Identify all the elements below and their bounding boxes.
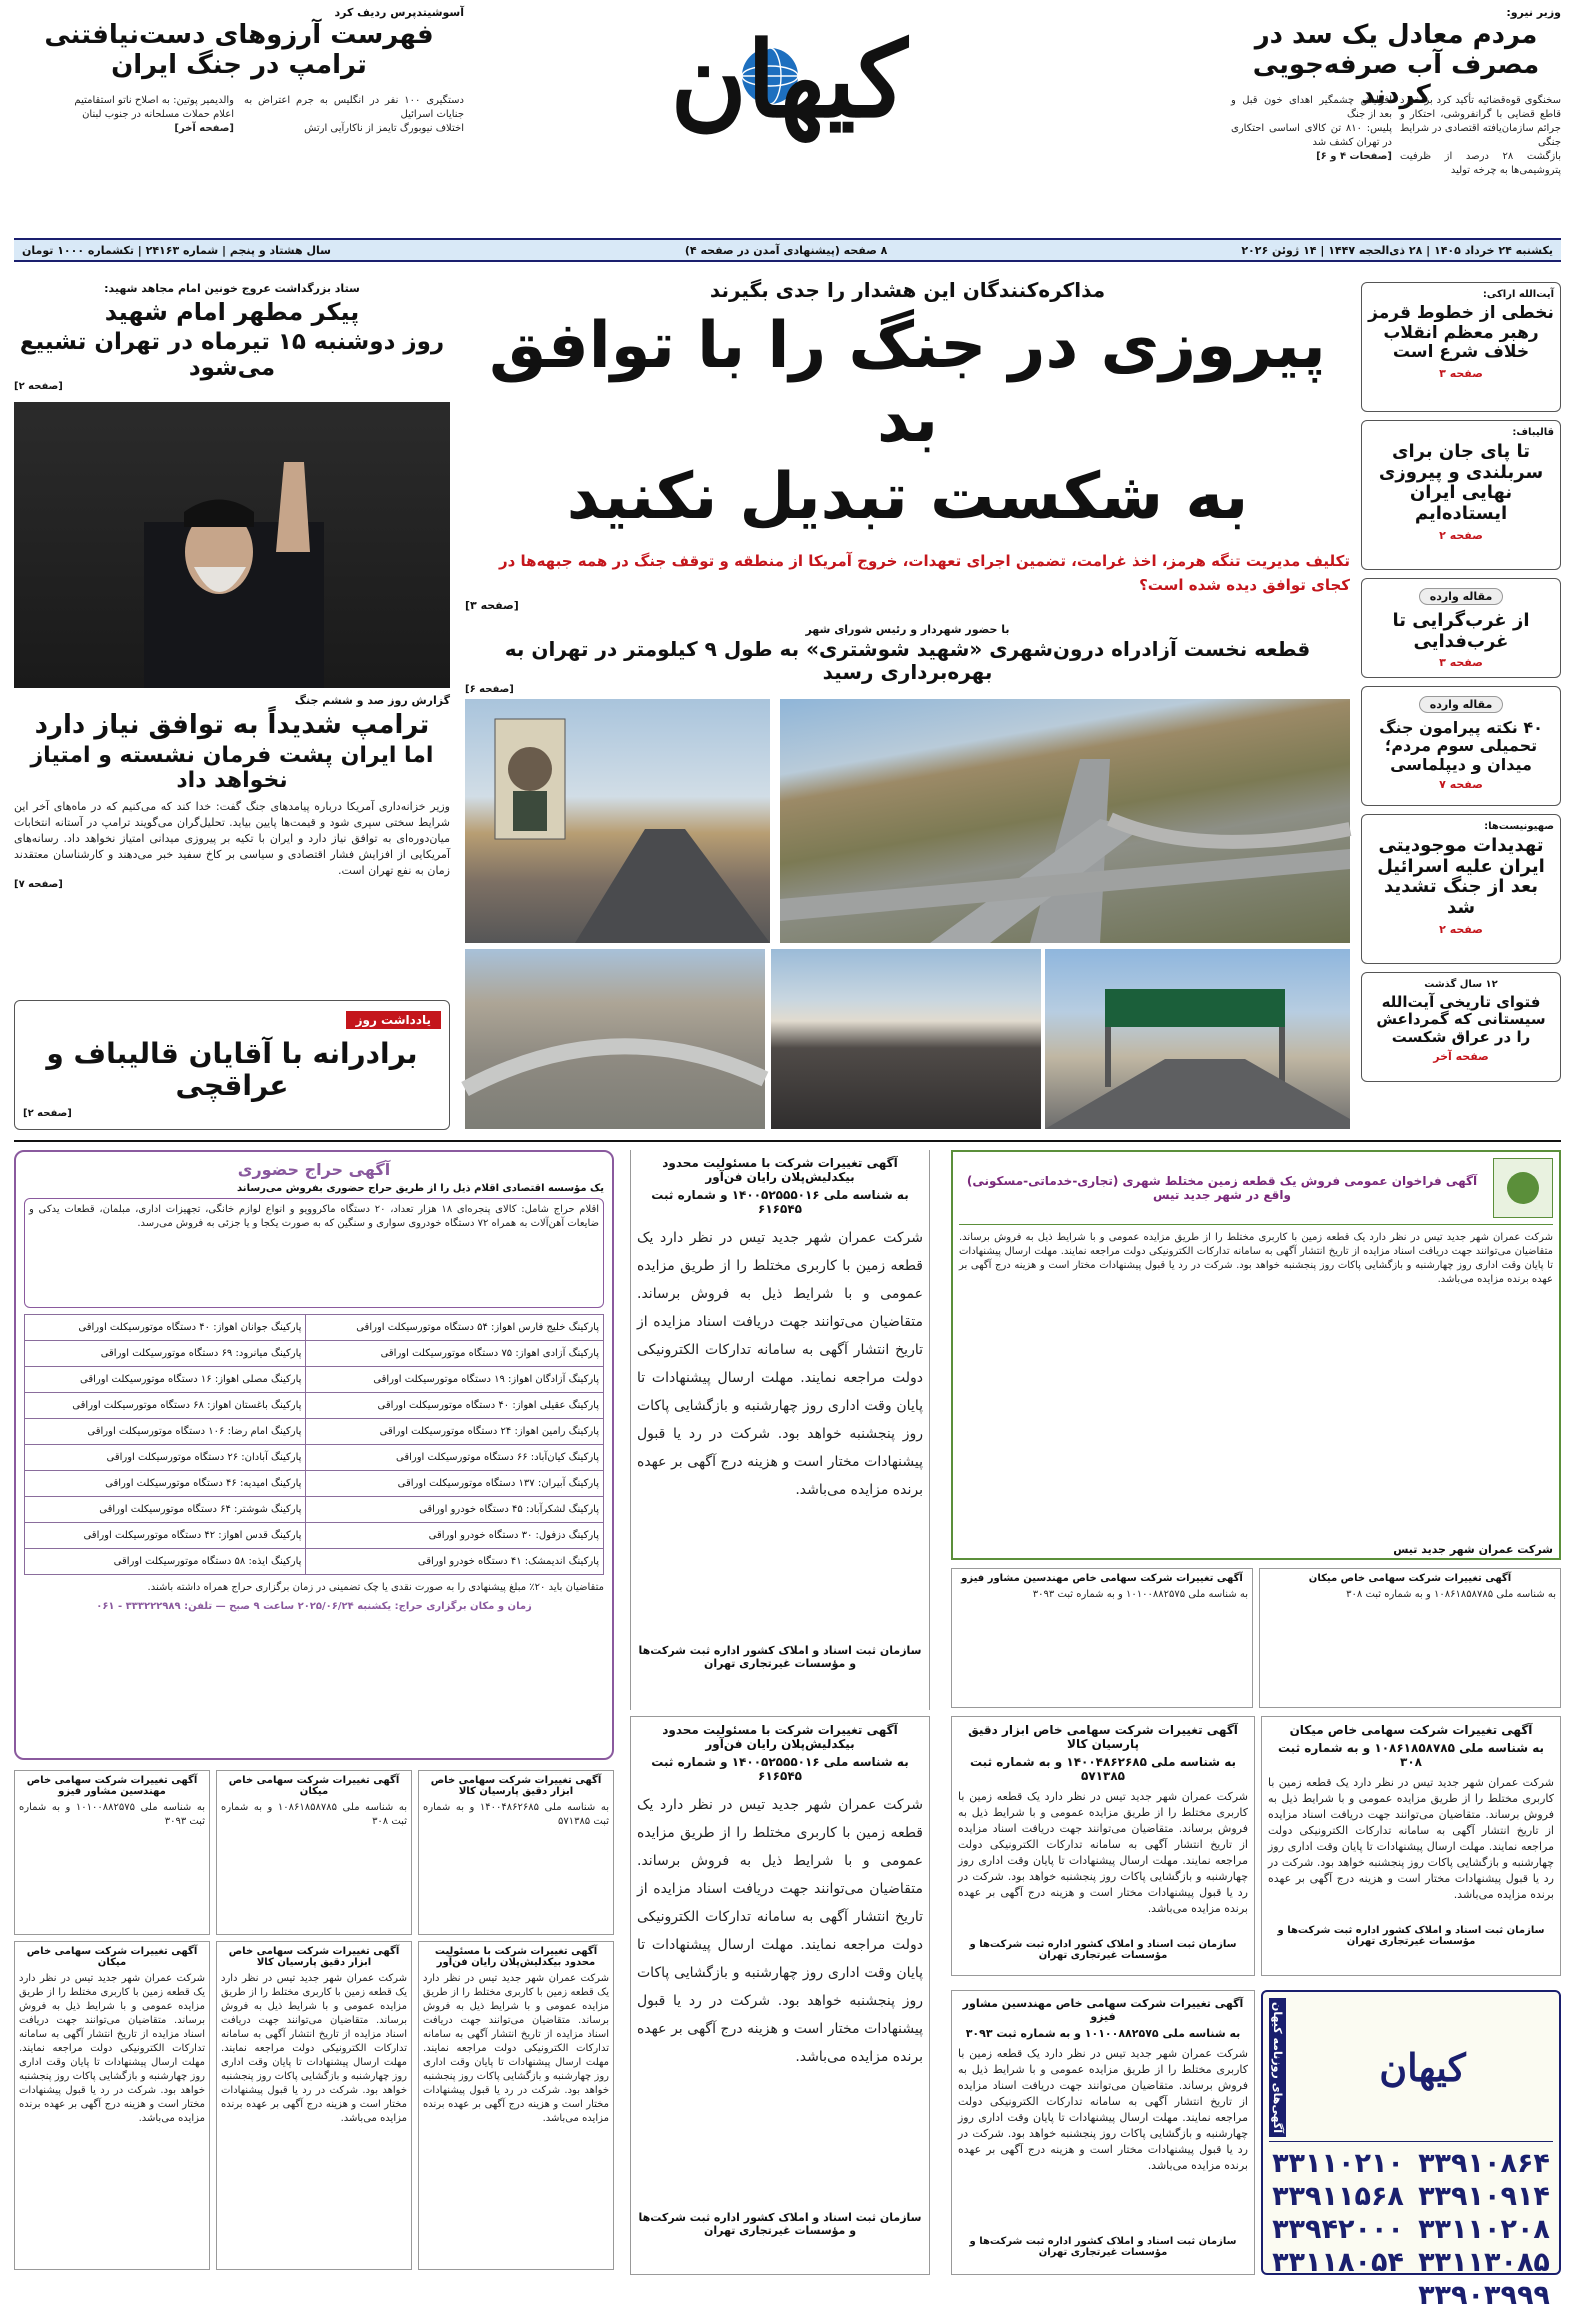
bullet: سخنگوی قوه‌قضائیه تأکید کرد بر خورد قاطع قضایی با گرانفروشی، احتکار و جرائم سازمان‌یافته اقتصادی در شرایط جنگی bbox=[1400, 95, 1561, 148]
column-box[interactable] bbox=[14, 1000, 450, 1130]
notice-ad[interactable] bbox=[418, 1941, 614, 2270]
sidebar-item[interactable] bbox=[1361, 420, 1561, 570]
notice-agency: سازمان ثبت اسناد و املاک کشور اداره ثبت شرکت‌ها و مؤسسات غیرتجاری تهران bbox=[638, 1644, 922, 1670]
sidebar-page: صفحه ۲ bbox=[1439, 922, 1483, 936]
portrait-graphic bbox=[14, 402, 450, 688]
issue: سال هشتاد و پنجم | شماره ۲۴۱۶۳ | تکشماره ۱۰۰۰ تومان bbox=[22, 243, 331, 257]
notice-title: آگهی تغییرات شرکت سهامی خاص ابزار دقیق پارسیان کالا bbox=[430, 1775, 602, 1797]
phone-number: ۳۳۱۱۰۲۱۰ bbox=[1272, 2147, 1404, 2179]
dateline bbox=[14, 238, 1561, 262]
table-row bbox=[25, 1315, 604, 1341]
auction-body: اقلام حراج شامل: کالای پنجره‌ای ۱۸ هزار تعداد، ۲۰ دستگاه ماکروویو و انواع لوازم خانگی، تجهیزات اداری، مبلمان، قطعات یدکی و ضایعات آهن‌آلات به همراه ۷۲ دستگاه خودروی سواری و سنگین که به صورت یکجا و یا جزئی به فروش می‌رسد. bbox=[24, 1198, 604, 1308]
leader-photo bbox=[14, 402, 450, 688]
sidebar-kicker: قالیباف: bbox=[1512, 427, 1554, 438]
notice-reg: به شناسه ملی ۱۰۱۰۰۸۸۲۵۷۵ و به شماره ثبت ۳۰۹۳ bbox=[1032, 1589, 1248, 1600]
bullet: والدیمیر پوتین: به اصلاح ناتو استقامتیم bbox=[74, 95, 234, 106]
notice-body: شرکت عمران شهر جدید تیس در نظر دارد یک قطعه زمین با کاربری مختلط را از طریق مزایده عمومی و با شرایط ذیل به فروش برساند. متقاضیان می‌توانند جهت دریافت اسناد مزایده از تاریخ انتشار آگهی به سامانه تدارکات الکترونیکی دولت مراجعه نمایند. مهلت ارسال پیشنهادات تا پایان وقت اداری روز چهارشنبه و بازگشایی پاکات روز پنجشنبه خواهد بود. شرکت در رد یا قبول پیشنهادات مختار است و هزینه درج آگهی بر عهده برنده مزایده می‌باشد. bbox=[958, 1790, 1248, 1915]
column-title: برادرانه با آقایان قالیباف و عراقچی bbox=[46, 1037, 418, 1103]
page-ref: [صفحه ۲] bbox=[23, 1108, 72, 1120]
sidebar-page: صفحه ۳ bbox=[1439, 366, 1483, 380]
notice-agency: سازمان ثبت اسناد و املاک کشور اداره ثبت شرکت‌ها و مؤسسات غیرتجاری تهران bbox=[1277, 1925, 1545, 1947]
auction-footer: متقاضیان باید ۲۰٪ مبلغ پیشنهادی را به صورت نقدی یا چک تضمینی در زمان برگزاری حراج همراه داشته باشند. bbox=[147, 1582, 604, 1593]
highway-signs-photo bbox=[1045, 949, 1350, 1129]
sidebar-kicker: مقاله وارده bbox=[1419, 588, 1504, 605]
notice-reg: به شناسه ملی ۱۴۰۰۴۸۶۲۶۸۵ و به شماره ثبت ۵۷۱۳۸۵ bbox=[969, 1755, 1237, 1783]
table-cell: پارکینگ باغستان اهواز: ۶۸ دستگاه موتورسیکلت اوراقی bbox=[25, 1393, 306, 1419]
notice-ad[interactable] bbox=[1261, 1716, 1561, 1976]
table-cell: پارکینگ میانرود: ۶۹ دستگاه موتورسیکلت اوراقی bbox=[25, 1341, 306, 1367]
sidebar-item[interactable] bbox=[1361, 972, 1561, 1082]
bullet: اختلاف نیوبورگ تایمز از ناکارآیی ارتش bbox=[304, 123, 464, 134]
tender-body: شرکت عمران شهر جدید تیس در نظر دارد یک قطعه زمین با کاربری مختلط را از طریق مزایده عمومی و با شرایط ذیل به فروش برساند. متقاضیان می‌توانند جهت دریافت اسناد مزایده از تاریخ انتشار آگهی به سامانه تدارکات الکترونیکی دولت مراجعه نمایند. مهلت ارسال پیشنهادات تا پایان وقت اداری روز چهارشنبه و بازگشایی پاکات روز پنجشنبه خواهد بود. شرکت در رد یا قبول پیشنهادات مختار است و هزینه درج آگهی بر عهده برنده مزایده می‌باشد. bbox=[959, 1232, 1553, 1285]
table-cell: پارکینگ قدس اهواز: ۴۲ دستگاه موتورسیکلت اوراقی bbox=[25, 1523, 306, 1549]
bullet: پلیس: ۸۱۰ تن کالای اساسی احتکاری در تهران کشف شد bbox=[1231, 123, 1392, 148]
table-row bbox=[25, 1341, 604, 1367]
table-row bbox=[25, 1471, 604, 1497]
notice-row bbox=[951, 1568, 1561, 1708]
table-cell: پارکینگ شوشتر: ۶۴ دستگاه موتورسیکلت اوراقی bbox=[25, 1497, 306, 1523]
city-aerial-photo bbox=[465, 949, 765, 1129]
notice-ad[interactable] bbox=[951, 1716, 1255, 1976]
officials-photo bbox=[771, 949, 1041, 1129]
table-cell: پارکینگ آزادگان اهواز: ۱۹ دستگاه موتورسیکلت اوراقی bbox=[306, 1367, 604, 1393]
notice-grid bbox=[14, 1770, 614, 2270]
right-bullets bbox=[1231, 94, 1561, 178]
funeral-kicker: ستاد بزرگداشت عروج خونین امام مجاهد شهید: bbox=[104, 282, 360, 295]
sidebar-title: ۴۰ نکته پیرامون جنگ تحمیلی سوم مردم؛ میدان و دیپلماسی bbox=[1379, 718, 1543, 774]
sidebar-item[interactable] bbox=[1361, 578, 1561, 678]
tender-ad[interactable] bbox=[951, 1150, 1561, 1560]
notice-body: شرکت عمران شهر جدید تیس در نظر دارد یک قطعه زمین با کاربری مختلط را از طریق مزایده عمومی و با شرایط ذیل به فروش برساند. متقاضیان می‌توانند جهت دریافت اسناد مزایده از تاریخ انتشار آگهی به سامانه تدارکات الکترونیکی دولت مراجعه نمایند. مهلت ارسال پیشنهادات تا پایان وقت اداری روز چهارشنبه و بازگشایی پاکات روز پنجشنبه خواهد بود. شرکت در رد یا قبول پیشنهادات مختار است و هزینه درج آگهی بر عهده برنده مزایده می‌باشد. bbox=[958, 2047, 1248, 2172]
funeral-story[interactable] bbox=[14, 282, 450, 688]
table-row bbox=[25, 1445, 604, 1471]
notice-body: شرکت عمران شهر جدید تیس در نظر دارد یک قطعه زمین با کاربری مختلط را از طریق مزایده عمومی و با شرایط ذیل به فروش برساند. متقاضیان می‌توانند جهت دریافت اسناد مزایده از تاریخ انتشار آگهی به سامانه تدارکات الکترونیکی دولت مراجعه نمایند. مهلت ارسال پیشنهادات تا پایان وقت اداری روز چهارشنبه و بازگشایی پاکات روز پنجشنبه خواهد بود. شرکت در رد یا قبول پیشنهادات مختار است و هزینه درج آگهی بر عهده برنده مزایده می‌باشد. bbox=[637, 1797, 923, 2065]
table-cell: پارکینگ خلیج فارس اهواز: ۵۴ دستگاه موتورسیکلت اوراقی bbox=[306, 1315, 604, 1341]
lead-story[interactable] bbox=[465, 278, 1350, 612]
notice-ad[interactable] bbox=[418, 1770, 614, 1935]
road-graphic bbox=[465, 699, 770, 943]
page-ref: [صفحه ۷] bbox=[14, 879, 63, 891]
auction-title: آگهی حراج حضوری bbox=[237, 1160, 391, 1179]
phone-number: ۳۳۹۱۱۵۶۸ bbox=[1272, 2180, 1404, 2212]
notice-title: آگهی تغییرات شرکت سهامی خاص ابزار دقیق پارسیان کالا bbox=[968, 1723, 1238, 1751]
notice-title: آگهی تغییرات شرکت سهامی خاص مهندسین مشاور فیزو bbox=[961, 1573, 1243, 1584]
highway-title: قطعه نخست آزادراه درون‌شهری «شهید شوشتری» به طول ۹ کیلومتر در تهران به بهره‌برداری رسید bbox=[504, 637, 1311, 684]
sidebar-title: از غرب‌گرایی تا غرب‌فدایی bbox=[1392, 610, 1530, 652]
notice-reg: به شناسه ملی ۱۰۸۶۱۸۵۸۷۸۵ و به شماره ثبت ۳۰۸ bbox=[1346, 1589, 1556, 1600]
page-ref: [صفحه ۲] bbox=[14, 381, 63, 393]
teaser-kicker: وزیر نیرو: bbox=[1506, 6, 1561, 19]
sidebar-item[interactable] bbox=[1361, 686, 1561, 806]
notice-ad[interactable] bbox=[630, 1716, 930, 2275]
table-row bbox=[25, 1367, 604, 1393]
logo-text: کیهان bbox=[670, 18, 908, 141]
table-row bbox=[25, 1549, 604, 1575]
notice-body: شرکت عمران شهر جدید تیس در نظر دارد یک قطعه زمین با کاربری مختلط را از طریق مزایده عمومی و با شرایط ذیل به فروش برساند. متقاضیان می‌توانند جهت دریافت اسناد مزایده از تاریخ انتشار آگهی به سامانه تدارکات الکترونیکی دولت مراجعه نمایند. مهلت ارسال پیشنهادات تا پایان وقت اداری روز چهارشنبه و بازگشایی پاکات روز پنجشنبه خواهد بود. شرکت در رد یا قبول پیشنهادات مختار است و هزینه درج آگهی بر عهده برنده مزایده می‌باشد. bbox=[423, 1972, 609, 2124]
masthead bbox=[14, 0, 1561, 176]
auction-intro: یک مؤسسه اقتصادی اقلام ذیل را از طریق حراج حضوری بفروش می‌رساند bbox=[237, 1183, 604, 1194]
notice-reg: به شناسه ملی ۱۴۰۰۵۲۵۵۵۰۱۶ و شماره ثبت ۶۱۶۵۴۵ bbox=[651, 1755, 909, 1783]
table-cell: پارکینگ رامین اهواز: ۲۴ دستگاه موتورسیکلت اوراقی bbox=[306, 1419, 604, 1445]
table-row bbox=[25, 1523, 604, 1549]
auction-ad[interactable] bbox=[14, 1150, 614, 1760]
bullet: افزایش چشمگیر اهدای خون قبل و بعد از جنگ bbox=[1231, 95, 1392, 120]
sidebar-kicker: مقاله وارده bbox=[1419, 696, 1504, 713]
logo bbox=[574, 4, 1004, 154]
table-cell: پارکینگ ایذه: ۵۸ دستگاه موتورسیکلت اوراقی bbox=[25, 1549, 306, 1575]
notice-ad[interactable] bbox=[630, 1150, 930, 1710]
divider bbox=[14, 1140, 1561, 1142]
lead-title: به شکست تبدیل نکنید bbox=[566, 460, 1249, 535]
notice-title: آگهی تغییرات شرکت سهامی خاص ابزار دقیق پارسیان کالا bbox=[228, 1945, 400, 1968]
phone-number: ۳۳۱۱۸۰۵۴ bbox=[1272, 2246, 1404, 2278]
auction-table bbox=[24, 1314, 604, 1575]
notice-agency: سازمان ثبت اسناد و املاک کشور اداره ثبت شرکت‌ها و مؤسسات غیرتجاری تهران bbox=[969, 2236, 1237, 2258]
notice-reg: به شناسه ملی ۱۴۰۰۵۲۵۵۵۰۱۶ و شماره ثبت ۶۱۶۵۴۵ bbox=[651, 1188, 909, 1216]
phone-number: ۳۳۱۱۰۲۰۸ bbox=[1418, 2213, 1550, 2245]
notice-ad[interactable] bbox=[14, 1770, 210, 1935]
ad-phones-box bbox=[1261, 1990, 1561, 2311]
table-cell: پارکینگ جوانان اهواز: ۴۰ دستگاه موتورسیکلت اوراقی bbox=[25, 1315, 306, 1341]
notice-title: آگهی تغییرات شرکت سهامی خاص میکان bbox=[228, 1775, 400, 1797]
trump-title: اما ایران پشت فرمان نشسته و امتیاز نخواهد داد bbox=[30, 742, 434, 794]
ad-box-title: آگهی‌های روزنامه کیهان bbox=[1269, 1998, 1286, 2137]
notice-reg: به شناسه ملی ۱۰۱۰۰۸۸۲۵۷۵ و به شماره ثبت ۳۰۹۳ bbox=[19, 1802, 205, 1827]
notice-ad[interactable] bbox=[216, 1941, 412, 2270]
sidebar-title: تهدیدات موجودیتی ایران علیه اسرائیل بعد از جنگ تشدید شد bbox=[1377, 835, 1545, 919]
bullet: دستگیری ۱۰۰ نفر در انگلیس به جرم اعتراض به جنایات اسرائیل bbox=[244, 95, 464, 120]
table-cell: پارکینگ عقیلی اهواز: ۴۰ دستگاه موتورسیکلت اوراقی bbox=[306, 1393, 604, 1419]
sidebar-title: فتوای تاریخی آیت‌الله سیستانی که گمرداعش را در عراق شکست bbox=[1376, 993, 1546, 1046]
highway-aerial-photo bbox=[780, 699, 1350, 943]
sidebar-page: صفحه ۷ bbox=[1439, 778, 1483, 792]
sidebar-kicker: آیت‌الله اراکی: bbox=[1482, 289, 1554, 300]
notice-reg: به شناسه ملی ۱۰۱۰۰۸۸۲۵۷۵ و به شماره ثبت ۳۰۹۳ bbox=[965, 2027, 1241, 2040]
notice-body: شرکت عمران شهر جدید تیس در نظر دارد یک قطعه زمین با کاربری مختلط را از طریق مزایده عمومی و با شرایط ذیل به فروش برساند. متقاضیان می‌توانند جهت دریافت اسناد مزایده از تاریخ انتشار آگهی به سامانه تدارکات الکترونیکی دولت مراجعه نمایند. مهلت ارسال پیشنهادات تا پایان وقت اداری روز چهارشنبه و بازگشایی پاکات روز پنجشنبه خواهد بود. شرکت در رد یا قبول پیشنهادات مختار است و هزینه درج آگهی بر عهده برنده مزایده می‌باشد. bbox=[221, 1972, 407, 2124]
table-row bbox=[25, 1419, 604, 1445]
funeral-title: روز دوشنبه ۱۵ تیرماه در تهران تشییع می‌شود bbox=[19, 328, 445, 382]
left-bullets bbox=[14, 94, 464, 136]
notice-ad[interactable] bbox=[951, 1568, 1253, 1708]
trump-text: وزیر خزانه‌داری آمریکا درباره پیامدهای جنگ گفت: خدا کند که می‌کنیم که در ماه‌های آخر این شرایط سختی سپری شود و قیمت‌ها پایین بیاید. تحلیل‌گران می‌گویند ترامپ در آستانه انتخابات میان‌دوره‌ای به توافق نیاز دارد و ایران با تکیه بر پیروزی میدانی امتیاز نخواهد داد. رسانه‌های آمریکایی از افزایش فشار اقتصادی و سیاسی بر کاخ سفید خبر می‌دهند و کارشناسان معتقدند زمان به نفع تهران است. bbox=[14, 800, 450, 878]
tis-logo-icon bbox=[1493, 1158, 1553, 1218]
phone-number: ۳۳۹۴۲۰۰۰ bbox=[1272, 2213, 1404, 2245]
auction-contact: زمان و مکان برگزاری حراج: یکشنبه ۲۰۲۵/۰۶/۲۴ ساعت ۹ صبح — تلفن: ۳۳۳۲۲۲۹۸۹ - ۰۶۱ bbox=[96, 1601, 532, 1612]
notice-title: آگهی تغییرات شرکت با مسئولیت محدود بیکدلیش‌پلان رایان فن‌آور bbox=[662, 1156, 898, 1184]
trump-title: ترامپ شدیداً به توافق نیاز دارد bbox=[34, 710, 430, 740]
notice-reg: به شناسه ملی ۱۰۸۶۱۸۵۸۷۸۵ و به شماره ثبت ۳۰۸ bbox=[221, 1802, 407, 1827]
highway-tunnel-photo bbox=[465, 699, 770, 943]
highway-kicker: با حضور شهردار و رئیس شورای شهر bbox=[805, 623, 1010, 636]
page-ref: [صفحات ۴ و ۶] bbox=[1316, 151, 1392, 162]
table-cell: پارکینگ آبادان: ۲۶ دستگاه موتورسیکلت اوراقی bbox=[25, 1445, 306, 1471]
date: یکشنبه ۲۴ خرداد ۱۴۰۵ | ۲۸ ذی‌الحجه ۱۴۴۷ | ۱۴ ژوئن ۲۰۲۶ bbox=[1241, 243, 1553, 257]
notice-title: آگهی تغییرات شرکت سهامی خاص میکان bbox=[1289, 1723, 1533, 1737]
sidebar-kicker: ۱۲ سال گذشت bbox=[1424, 979, 1498, 990]
ad-box-logo: کیهان bbox=[1379, 2044, 1466, 2090]
trump-story[interactable] bbox=[14, 694, 450, 994]
highway-story[interactable] bbox=[465, 623, 1350, 1133]
page-ref: [صفحه ۶] bbox=[465, 684, 514, 695]
bullet: اعلام حملات مسلحانه در جنوب لبنان bbox=[82, 109, 234, 120]
lead-kicker: مذاکره‌کنندگان این هشدار را جدی بگیرند bbox=[709, 278, 1106, 302]
left-teaser bbox=[14, 6, 464, 81]
notice-title: آگهی تغییرات شرکت سهامی خاص مهندسین مشاور فیزو bbox=[26, 1775, 198, 1797]
table-cell: پارکینگ کیان‌آباد: ۶۶ دستگاه موتورسیکلت اوراقی bbox=[306, 1445, 604, 1471]
notice-agency: سازمان ثبت اسناد و املاک کشور اداره ثبت شرکت‌ها و مؤسسات غیرتجاری تهران bbox=[969, 1939, 1237, 1961]
table-cell: پارکینگ مصلی اهواز: ۱۶ دستگاه موتورسیکلت اوراقی bbox=[25, 1367, 306, 1393]
bullet: بازگشت ۲۸ درصد از ظرفیت پتروشیمی‌ها به چرخه تولید bbox=[1400, 151, 1561, 176]
sidebar-page: صفحه آخر bbox=[1433, 1049, 1489, 1063]
table-cell: پارکینگ دزفول: ۳۰ دستگاه خودرو اوراقی bbox=[306, 1523, 604, 1549]
table-row bbox=[25, 1393, 604, 1419]
funeral-title: پیکر مطهر امام شهید bbox=[104, 298, 360, 326]
teaser-kicker: آسوشیتدپرس ردیف کرد bbox=[334, 6, 464, 19]
table-row bbox=[25, 1497, 604, 1523]
sidebar bbox=[1361, 282, 1561, 1132]
sidebar-title: نخطی از خطوط قرمز رهبر معظم انقلاب خلاف شرع است bbox=[1368, 303, 1554, 363]
table-cell: پارکینگ لشکرآباد: ۴۵ دستگاه خودرو اوراقی bbox=[306, 1497, 604, 1523]
notice-title: آگهی تغییرات شرکت سهامی خاص مهندسین مشاور فیزو bbox=[962, 1997, 1244, 2023]
notice-body: شرکت عمران شهر جدید تیس در نظر دارد یک قطعه زمین با کاربری مختلط را از طریق مزایده عمومی و با شرایط ذیل به فروش برساند. متقاضیان می‌توانند جهت دریافت اسناد مزایده از تاریخ انتشار آگهی به سامانه تدارکات الکترونیکی دولت مراجعه نمایند. مهلت ارسال پیشنهادات تا پایان وقت اداری روز چهارشنبه و بازگشایی پاکات روز پنجشنبه خواهد بود. شرکت در رد یا قبول پیشنهادات مختار است و هزینه درج آگهی بر عهده برنده مزایده می‌باشد. bbox=[1268, 1776, 1554, 1901]
table-cell: پارکینگ آزادی اهواز: ۷۵ دستگاه موتورسیکلت اوراقی bbox=[306, 1341, 604, 1367]
sidebar-title: تا پای جان برای سربلندی و پیروزی نهایی ایران ایستاده‌ایم bbox=[1378, 441, 1544, 525]
table-cell: پارکینگ اندیمشک: ۴۱ دستگاه خودرو اوراقی bbox=[306, 1549, 604, 1575]
teaser-title: فهرست آرزوهای دست‌نیافتنی ترامپ در جنگ ایران bbox=[44, 20, 434, 80]
lead-title: پیروزی در جنگ را با توافق بد bbox=[489, 309, 1326, 457]
table-cell: پارکینگ امام رضا: ۱۰۶ دستگاه موتورسیکلت اوراقی bbox=[25, 1419, 306, 1445]
notice-ad[interactable] bbox=[216, 1770, 412, 1935]
page-ref: [صفحه ۳] bbox=[465, 598, 519, 612]
notice-reg: به شناسه ملی ۱۴۰۰۴۸۶۲۶۸۵ و به شماره ثبت ۵۷۱۳۸۵ bbox=[423, 1802, 609, 1827]
sidebar-page: صفحه ۲ bbox=[1439, 528, 1483, 542]
notice-agency: سازمان ثبت اسناد و املاک کشور اداره ثبت شرکت‌ها و مؤسسات غیرتجاری تهران bbox=[638, 2211, 922, 2237]
notice-ad[interactable] bbox=[14, 1941, 210, 2270]
sidebar-item[interactable] bbox=[1361, 814, 1561, 964]
notice-body: شرکت عمران شهر جدید تیس در نظر دارد یک قطعه زمین با کاربری مختلط را از طریق مزایده عمومی و با شرایط ذیل به فروش برساند. متقاضیان می‌توانند جهت دریافت اسناد مزایده از تاریخ انتشار آگهی به سامانه تدارکات الکترونیکی دولت مراجعه نمایند. مهلت ارسال پیشنهادات تا پایان وقت اداری روز چهارشنبه و بازگشایی پاکات روز پنجشنبه خواهد بود. شرکت در رد یا قبول پیشنهادات مختار است و هزینه درج آگهی بر عهده برنده مزایده می‌باشد. bbox=[19, 1972, 205, 2124]
sidebar-page: صفحه ۳ bbox=[1439, 656, 1483, 670]
notice-reg: به شناسه ملی ۱۰۸۶۱۸۵۸۷۸۵ و به شماره ثبت ۳۰۸ bbox=[1277, 1741, 1545, 1769]
tender-title: آگهی فراخوان عمومی فروش یک قطعه زمین مختلط شهری (تجاری-خدماتی-مسکونی) واقع در شهر جدید تیس bbox=[966, 1174, 1478, 1202]
page-count: ۸ صفحه (پیشنهادی آمدن در صفحه ۴) bbox=[684, 243, 888, 257]
phone-number: ۳۳۹۱۰۸۶۴ bbox=[1418, 2147, 1550, 2179]
table-cell: پارکینگ امیدیه: ۴۶ دستگاه موتورسیکلت اوراقی bbox=[25, 1471, 306, 1497]
notice-title: آگهی تغییرات شرکت سهامی خاص میکان bbox=[1308, 1573, 1512, 1584]
phone-number: ۳۳۱۱۳۰۸۵ bbox=[1418, 2246, 1550, 2278]
table-cell: پارکینگ آبیران: ۱۳۷ دستگاه موتورسیکلت اوراقی bbox=[306, 1471, 604, 1497]
sidebar-item[interactable] bbox=[1361, 282, 1561, 412]
notice-body: شرکت عمران شهر جدید تیس در نظر دارد یک قطعه زمین با کاربری مختلط را از طریق مزایده عمومی و با شرایط ذیل به فروش برساند. متقاضیان می‌توانند جهت دریافت اسناد مزایده از تاریخ انتشار آگهی به سامانه تدارکات الکترونیکی دولت مراجعه نمایند. مهلت ارسال پیشنهادات تا پایان وقت اداری روز چهارشنبه و بازگشایی پاکات روز پنجشنبه خواهد بود. شرکت در رد یا قبول پیشنهادات مختار است و هزینه درج آگهی بر عهده برنده مزایده می‌باشد. bbox=[637, 1230, 923, 1498]
column-tag: یادداشت روز bbox=[346, 1011, 441, 1029]
notice-title: آگهی تغییرات شرکت با مسئولیت محدود بیکدلیش‌پلان رایان فن‌آور bbox=[662, 1723, 898, 1751]
road-graphic bbox=[780, 699, 1350, 943]
notice-title: آگهی تغییرات شرکت سهامی خاص میکان bbox=[26, 1945, 198, 1968]
lead-sub: تکلیف مدیریت تنگه هرمز، اخذ غرامت، تضمین اجرای تعهدات، خروج آمریکا از منطقه و توقف جنگ در همه جبهه‌ها در کجای توافق دیده شده است؟ bbox=[498, 551, 1350, 594]
sidebar-kicker: صهیونیست‌ها: bbox=[1484, 821, 1554, 832]
page-ref: [صفحه آخر] bbox=[174, 123, 234, 134]
notice-ad[interactable] bbox=[1259, 1568, 1561, 1708]
tender-org: شرکت عمران شهر جدید تیس bbox=[1393, 1543, 1553, 1556]
notice-title: آگهی تغییرات شرکت با مسئولیت محدود بیکدلیش‌پلان رایان فن‌آور bbox=[434, 1945, 598, 1968]
road-graphic bbox=[465, 949, 765, 1129]
notice-ad[interactable] bbox=[951, 1990, 1255, 2275]
phone-number: ۳۳۹۱۰۹۱۴ bbox=[1418, 2180, 1550, 2212]
phone-number: ۳۳۹۰۳۹۹۹ bbox=[1418, 2279, 1550, 2311]
teaser-title: مردم معادل یک سد در مصرف آب صرفه‌جویی کردند bbox=[1252, 20, 1540, 110]
sign-graphic bbox=[1045, 949, 1350, 1129]
trump-kicker: گزارش روز صد و ششم جنگ bbox=[294, 694, 450, 707]
